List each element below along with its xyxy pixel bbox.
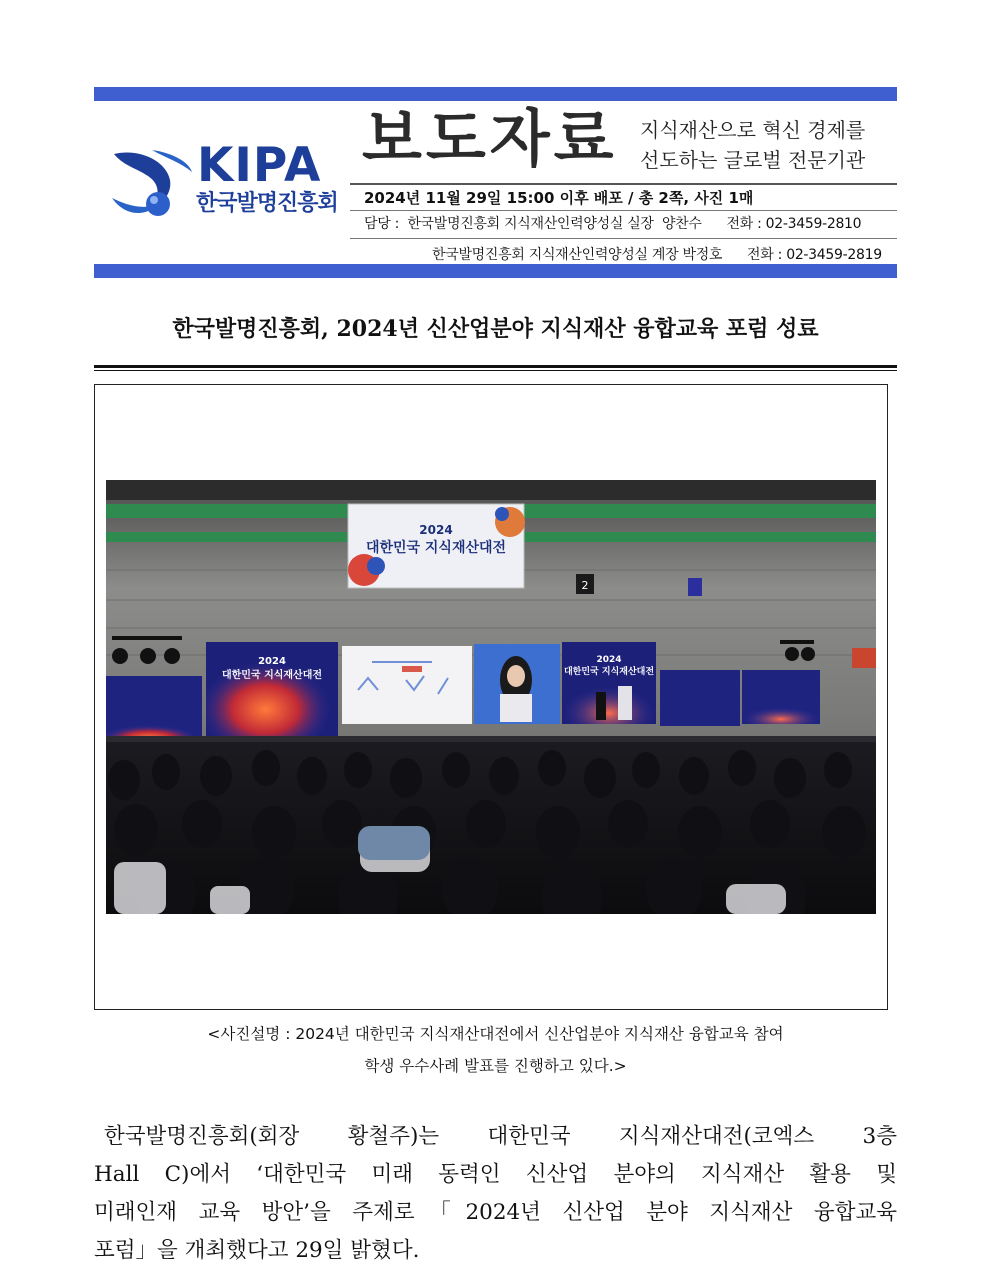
headline-rule xyxy=(94,370,897,371)
divider xyxy=(350,210,897,211)
body-line: 포럼」을 개최했다고 29일 밝혔다. xyxy=(94,1238,420,1263)
slogan xyxy=(640,115,865,175)
screen-left-year: 2024 xyxy=(258,656,286,667)
header-bottom-bar xyxy=(94,264,897,278)
divider xyxy=(350,238,897,239)
screen-right-year: 2024 xyxy=(596,655,622,665)
banner-title: 대한민국 지식재산대전 xyxy=(365,540,507,556)
body-line: 미래인재 교육 방안’을 주제로「2024년 신산업 분야 지식재산 융합교육 xyxy=(94,1200,897,1225)
screen-right-title: 대한민국 지식재산대전 xyxy=(563,667,655,677)
header-top-bar xyxy=(94,87,897,101)
photo-caption-line-2: 학생 우수사례 발표를 진행하고 있다.> xyxy=(364,1057,627,1075)
contact-line-2: 한국발명진흥회 지식재산인력양성실 계장 박정호 전화 : 02-3459-2819 xyxy=(432,247,882,263)
doc-type-title: 보도자료 xyxy=(362,102,618,175)
body-line: Hall C)에서 ‘대한민국 미래 동력인 신산업 분야의 지식재산 활용 및 xyxy=(94,1162,897,1187)
body-paragraph xyxy=(94,1118,897,1270)
photo-caption-line-1: <사진설명 : 2024년 대한민국 지식재산대전에서 신산업분야 지식재산 융합교육 참여 xyxy=(207,1025,784,1043)
logo-org-name: 한국발명진흥회 xyxy=(196,191,338,216)
divider xyxy=(350,183,897,185)
event-photo-illustration xyxy=(106,480,876,914)
screen-left-title: 대한민국 지식재산대전 xyxy=(221,670,323,681)
event-photo xyxy=(106,480,876,914)
headline-rule xyxy=(94,365,897,368)
slogan-line-1: 지식재산으로 혁신 경제를 xyxy=(640,118,866,142)
banner-year: 2024 xyxy=(419,523,453,537)
hall-sign: 2 xyxy=(581,579,589,592)
headline: 한국발명진흥회, 2024년 신산업분야 지식재산 융합교육 포럼 성료 xyxy=(172,316,819,342)
release-info: 2024년 11월 29일 15:00 이후 배포 / 총 2쪽, 사진 1매 xyxy=(364,189,754,207)
logo-wordmark: KIPA xyxy=(197,138,322,193)
body-line: 한국발명진흥회(회장 황철주)는 대한민국 지식재산대전(코엑스 3층 xyxy=(104,1124,897,1149)
contact-line-1: 담당 : 한국발명진흥회 지식재산인력양성실 실장 양찬수 전화 : 02-3459-2810 xyxy=(364,216,862,232)
kipa-logo-icon xyxy=(108,146,198,224)
slogan-line-2: 선도하는 글로벌 전문기관 xyxy=(640,148,866,172)
